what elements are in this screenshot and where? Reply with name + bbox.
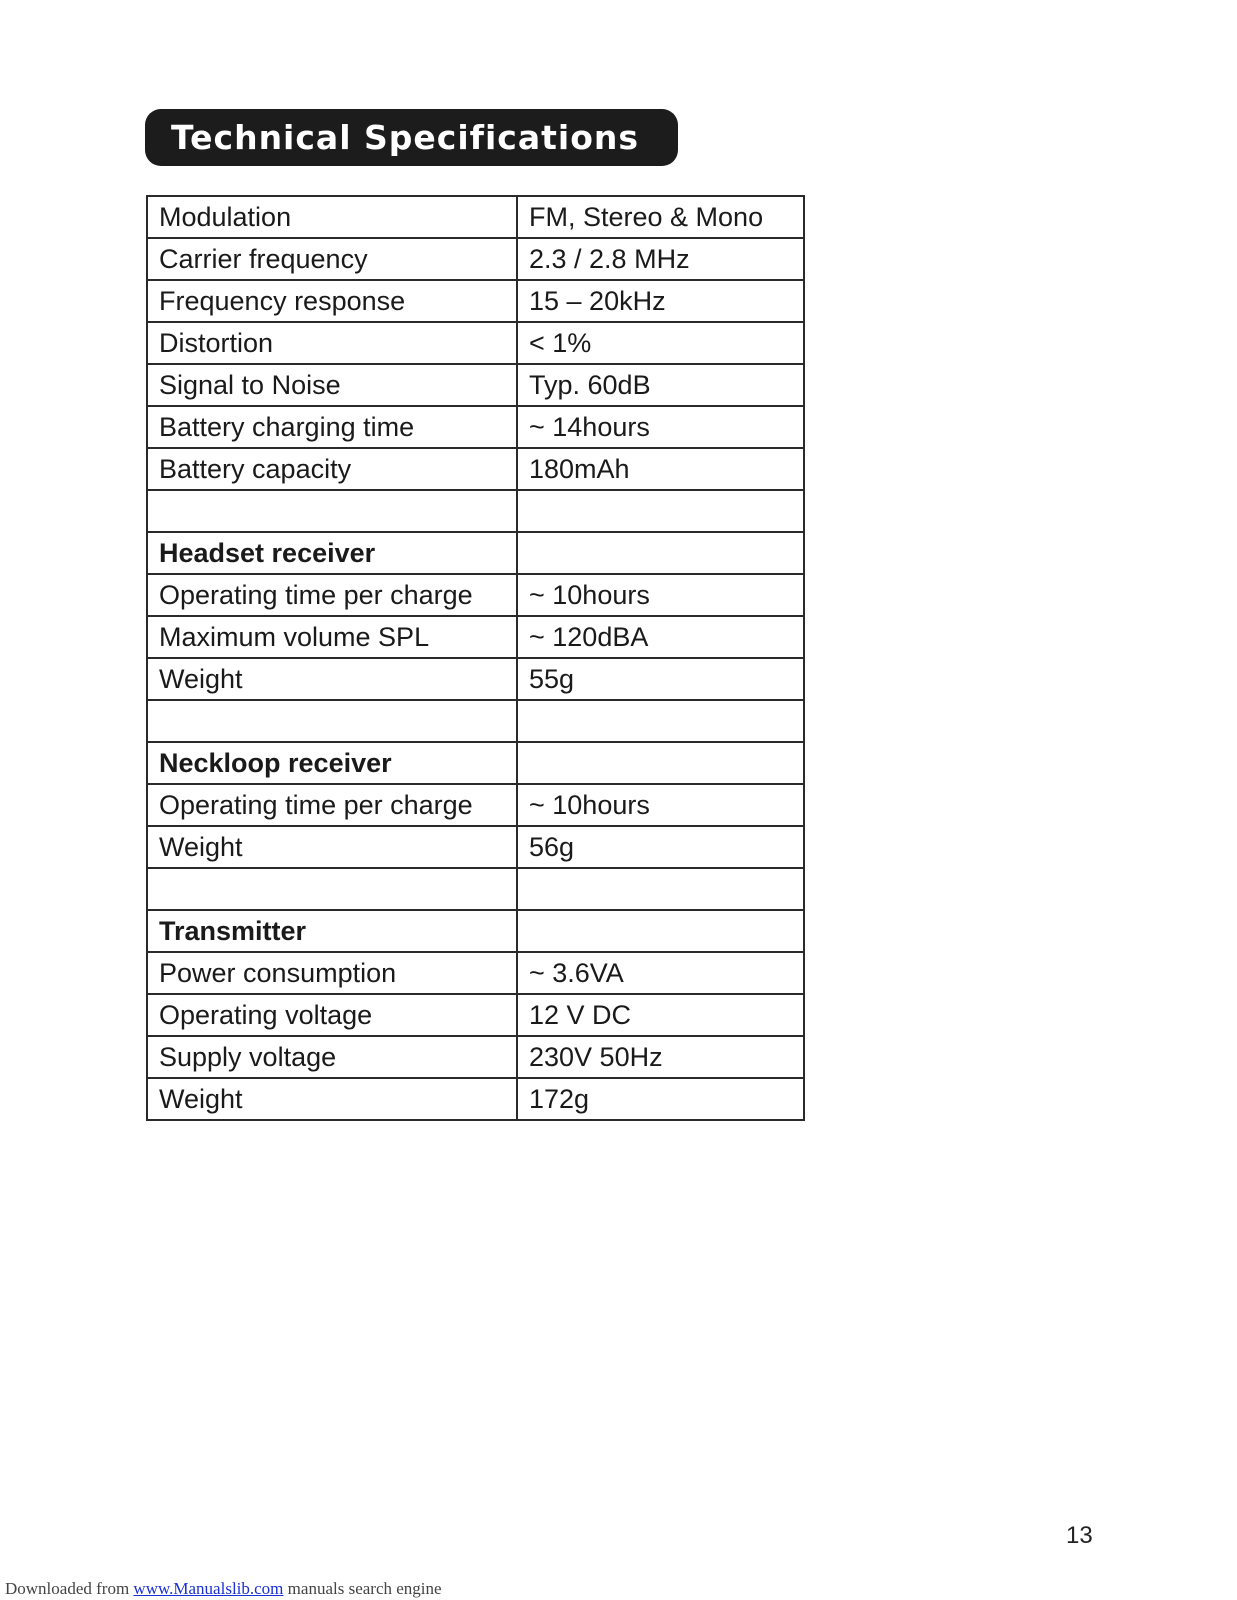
spec-label: Headset receiver <box>147 532 517 574</box>
manualslib-link[interactable]: www.Manualslib.com <box>133 1579 284 1598</box>
spec-label: Operating time per charge <box>147 574 517 616</box>
spec-value: 15 – 20kHz <box>517 280 804 322</box>
table-row <box>147 196 804 238</box>
spec-label: Operating time per charge <box>147 784 517 826</box>
spec-value <box>517 490 804 532</box>
spec-label: Signal to Noise <box>147 364 517 406</box>
table-row <box>147 280 804 322</box>
page-title: Technical Specifications <box>171 118 640 157</box>
specifications-table <box>146 195 805 1121</box>
table-row <box>147 700 804 742</box>
spec-value: ~ 10hours <box>517 784 804 826</box>
table-row <box>147 1078 804 1120</box>
table-row <box>147 616 804 658</box>
table-row <box>147 994 804 1036</box>
footer-prefix: Downloaded from <box>5 1579 134 1598</box>
table-row <box>147 406 804 448</box>
download-footer <box>5 1579 442 1599</box>
spec-label: Frequency response <box>147 280 517 322</box>
page-number: 13 <box>1066 1522 1093 1549</box>
spec-value: < 1% <box>517 322 804 364</box>
table-row <box>147 364 804 406</box>
table-row <box>147 826 804 868</box>
table-row <box>147 868 804 910</box>
table-section-heading-row <box>147 742 804 784</box>
table-row <box>147 1036 804 1078</box>
spec-value <box>517 868 804 910</box>
table-section-heading-row <box>147 910 804 952</box>
spec-label: Transmitter <box>147 910 517 952</box>
spec-value <box>517 910 804 952</box>
spec-value: 172g <box>517 1078 804 1120</box>
spec-value: ~ 120dBA <box>517 616 804 658</box>
spec-label <box>147 490 517 532</box>
spec-label: Modulation <box>147 196 517 238</box>
spec-label: Supply voltage <box>147 1036 517 1078</box>
spec-label: Power consumption <box>147 952 517 994</box>
spec-value: 56g <box>517 826 804 868</box>
table-row <box>147 658 804 700</box>
spec-value <box>517 532 804 574</box>
spec-value: 180mAh <box>517 448 804 490</box>
table-row <box>147 574 804 616</box>
section-title-banner <box>145 109 678 166</box>
spec-label: Battery charging time <box>147 406 517 448</box>
table-row <box>147 448 804 490</box>
spec-value: 230V 50Hz <box>517 1036 804 1078</box>
spec-value <box>517 700 804 742</box>
spec-label: Weight <box>147 1078 517 1120</box>
spec-label <box>147 868 517 910</box>
spec-label: Neckloop receiver <box>147 742 517 784</box>
spec-label: Distortion <box>147 322 517 364</box>
spec-label: Battery capacity <box>147 448 517 490</box>
spec-value: ~ 14hours <box>517 406 804 448</box>
spec-value: FM, Stereo & Mono <box>517 196 804 238</box>
spec-label: Operating voltage <box>147 994 517 1036</box>
spec-label: Weight <box>147 826 517 868</box>
spec-label: Weight <box>147 658 517 700</box>
spec-value <box>517 742 804 784</box>
spec-value: Typ. 60dB <box>517 364 804 406</box>
table-row <box>147 784 804 826</box>
spec-label: Carrier frequency <box>147 238 517 280</box>
table-row <box>147 952 804 994</box>
table-row <box>147 238 804 280</box>
table-row <box>147 490 804 532</box>
spec-value: 55g <box>517 658 804 700</box>
footer-suffix: manuals search engine <box>283 1579 442 1598</box>
table-row <box>147 322 804 364</box>
table-section-heading-row <box>147 532 804 574</box>
spec-label: Maximum volume SPL <box>147 616 517 658</box>
spec-value: 2.3 / 2.8 MHz <box>517 238 804 280</box>
specifications-table-body <box>147 196 804 1120</box>
spec-value: ~ 3.6VA <box>517 952 804 994</box>
spec-label <box>147 700 517 742</box>
spec-value: 12 V DC <box>517 994 804 1036</box>
spec-value: ~ 10hours <box>517 574 804 616</box>
